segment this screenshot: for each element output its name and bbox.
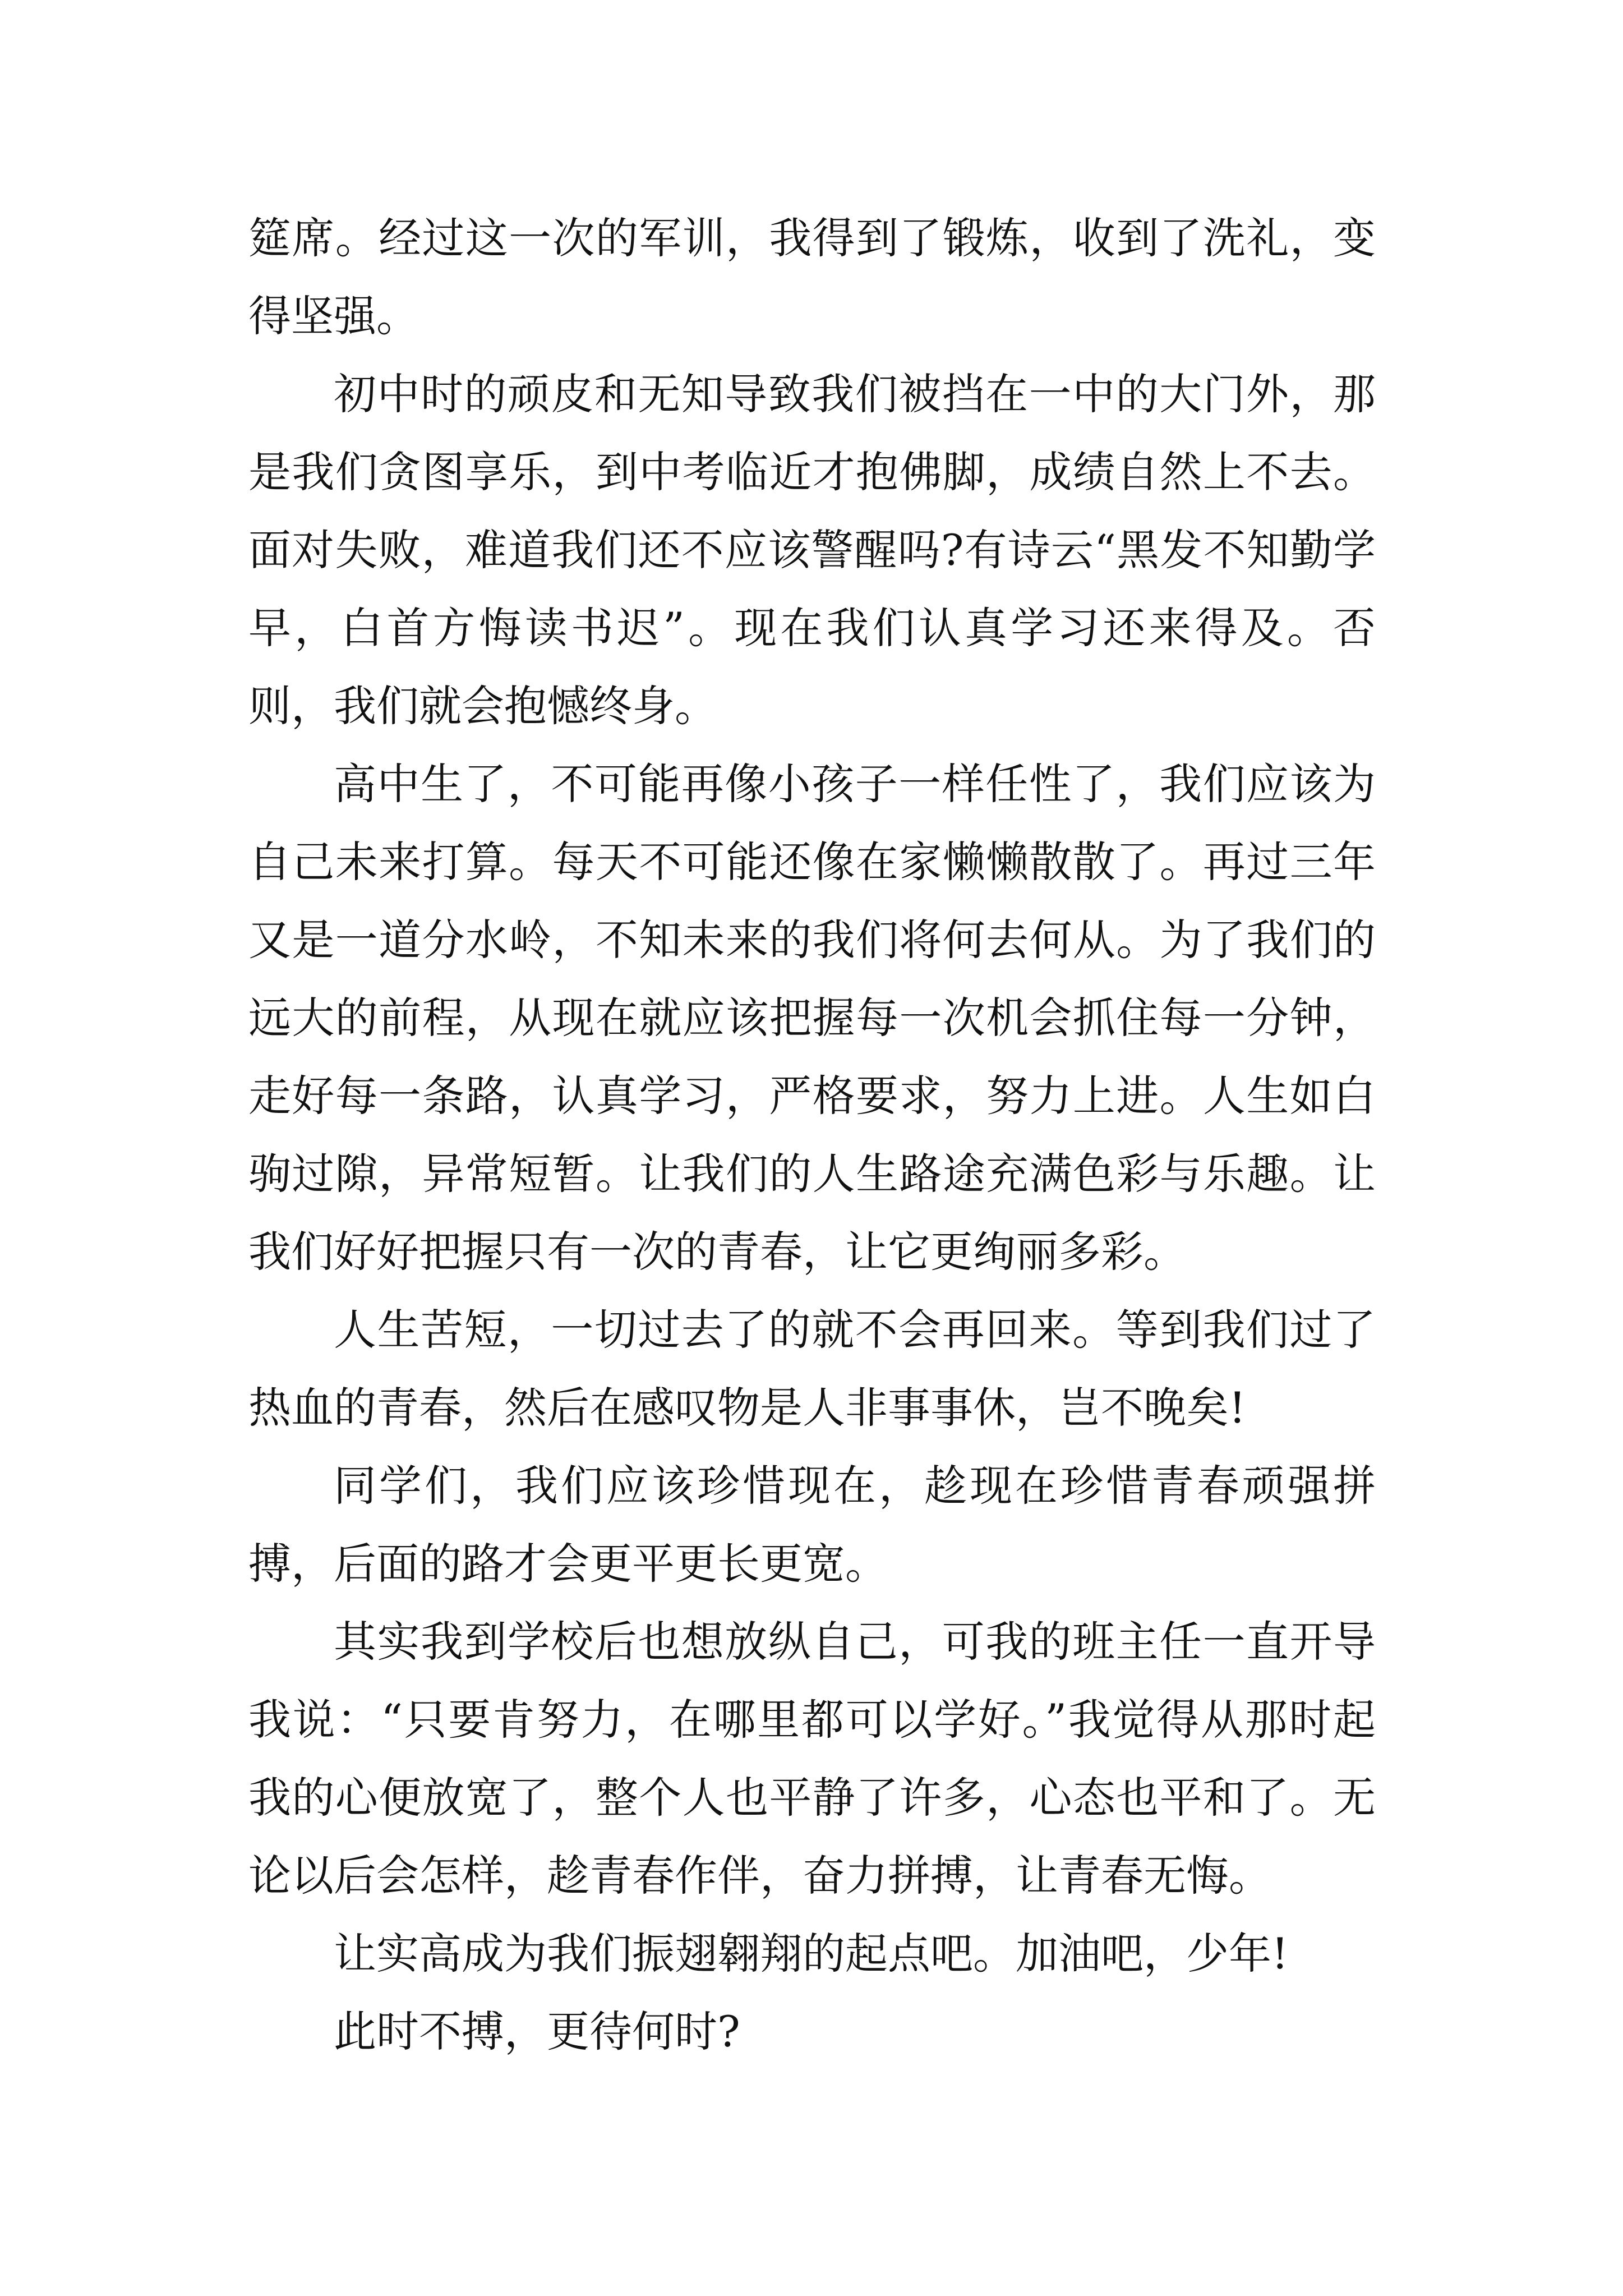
paragraph-1: 筵席。经过这一次的军训，我得到了锻炼，收到了洗礼，变得坚强。 [248, 213, 1376, 341]
essay-body [248, 199, 1376, 2070]
paragraph-2: 初中时的顽皮和无知导致我们被挡在一中的大门外，那是我们贪图享乐，到中考临近才抱佛脚，成绩自然上不去。面对失败，难道我们还不应该警醒吗?有诗云“黑发不知勤学早，白首方悔读书迟”。现在我们认真学习还来得及。否则，我们就会抱憾终身。 [248, 369, 1376, 731]
paragraph-4: 人生苦短，一切过去了的就不会再回来。等到我们过了热血的青春，然后在感叹物是人非事事休，岂不晚矣! [248, 1305, 1376, 1433]
paragraph-5: 同学们，我们应该珍惜现在，趁现在珍惜青春顽强拼搏，后面的路才会更平更长更宽。 [248, 1461, 1376, 1589]
paragraph-3: 高中生了，不可能再像小孩子一样任性了，我们应该为自己未来打算。每天不可能还像在家懒懒散散了。再过三年又是一道分水岭，不知未来的我们将何去何从。为了我们的远大的前程，从现在就应该把握每一次机会抓住每一分钟，走好每一条路，认真学习，严格要求，努力上进。人生如白驹过隙，异常短暂。让我们的人生路途充满色彩与乐趣。让我们好好把握只有一次的青春，让它更绚丽多彩。 [248, 759, 1376, 1277]
paragraph-6: 其实我到学校后也想放纵自己，可我的班主任一直开导我说：“只要肯努力，在哪里都可以学好。”我觉得从那时起我的心便放宽了，整个人也平静了许多，心态也平和了。无论以后会怎样，趁青春作伴，奋力拼搏，让青春无悔。 [248, 1617, 1376, 1901]
paragraph-8: 此时不搏，更待何时? [334, 2007, 740, 2056]
paragraph-7: 让实高成为我们振翅翱翔的起点吧。加油吧，少年! [334, 1929, 1289, 1978]
